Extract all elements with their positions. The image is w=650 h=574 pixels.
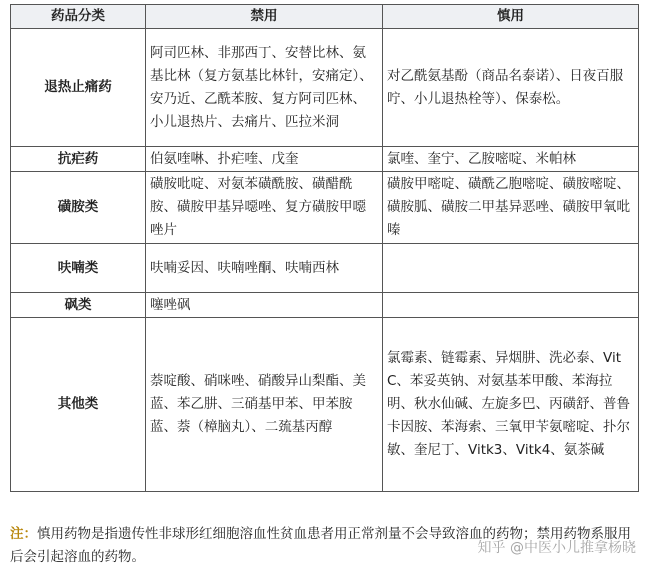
category-cell: 呋喃类	[11, 244, 146, 293]
forbidden-cell: 呋喃妥因、呋喃唑酮、呋喃西林	[146, 244, 383, 293]
footnote-text: 慎用药物是指遗传性非球形红细胞溶血性贫血患者用正常剂量不会导致溶血的药物；禁用药物系服用后会引起溶血的药物。	[10, 526, 631, 565]
table-row	[11, 172, 639, 244]
caution-cell	[383, 244, 639, 293]
table-row	[11, 147, 639, 172]
caution-cell	[383, 293, 639, 318]
category-cell: 退热止痛药	[11, 29, 146, 147]
drug-table	[10, 4, 639, 492]
table-row	[11, 244, 639, 293]
forbidden-cell: 阿司匹林、非那西丁、安替比林、氨基比林（复方氨基比林针，安痛定）、安乃近、乙酰苯胺、复方阿司匹林、小儿退热片、去痛片、匹拉米洞	[146, 29, 383, 147]
header-caution: 慎用	[383, 5, 639, 29]
watermark: 知乎 @中医小儿推拿杨晓	[477, 540, 636, 556]
forbidden-cell: 磺胺吡啶、对氨苯磺酰胺、磺醋酰胺、磺胺甲基异噁唑、复方磺胺甲噁唑片	[146, 172, 383, 244]
forbidden-cell: 噻唑砜	[146, 293, 383, 318]
table-row	[11, 318, 639, 492]
caution-cell: 对乙酰氨基酚（商品名泰诺）、日夜百服咛、小儿退热栓等）、保泰松。	[383, 29, 639, 147]
forbidden-cell: 伯氨喹啉、扑疟喹、戊奎	[146, 147, 383, 172]
table-row	[11, 29, 639, 147]
footnote-label: 注：	[10, 526, 37, 542]
caution-cell: 磺胺甲嘧啶、磺酰乙胞嘧啶、磺胺嘧啶、磺胺胍、磺胺二甲基异恶唑、磺胺甲氧吡嗪	[383, 172, 639, 244]
table-header-row	[11, 5, 639, 29]
forbidden-cell: 萘啶酸、硝咪唑、硝酸异山梨酯、美蓝、苯乙肼、三硝基甲苯、甲苯胺蓝、萘（樟脑丸）、二巯基丙醇	[146, 318, 383, 492]
category-cell: 抗疟药	[11, 147, 146, 172]
caution-cell: 氯喹、奎宁、乙胺嘧啶、米帕林	[383, 147, 639, 172]
table-row	[11, 293, 639, 318]
category-cell: 砜类	[11, 293, 146, 318]
category-cell: 磺胺类	[11, 172, 146, 244]
caution-cell: 氯霉素、链霉素、异烟肼、洗必泰、VitC、苯妥英钠、对氨基苯甲酸、苯海拉明、秋水仙碱、左旋多巴、丙磺舒、普鲁卡因胺、苯海索、三氧甲苄氨嘧啶、扑尔敏、奎尼丁、Vitk3、Vitk4、氨茶碱	[383, 318, 639, 492]
header-forbidden: 禁用	[146, 5, 383, 29]
category-cell: 其他类	[11, 318, 146, 492]
header-category: 药品分类	[11, 5, 146, 29]
